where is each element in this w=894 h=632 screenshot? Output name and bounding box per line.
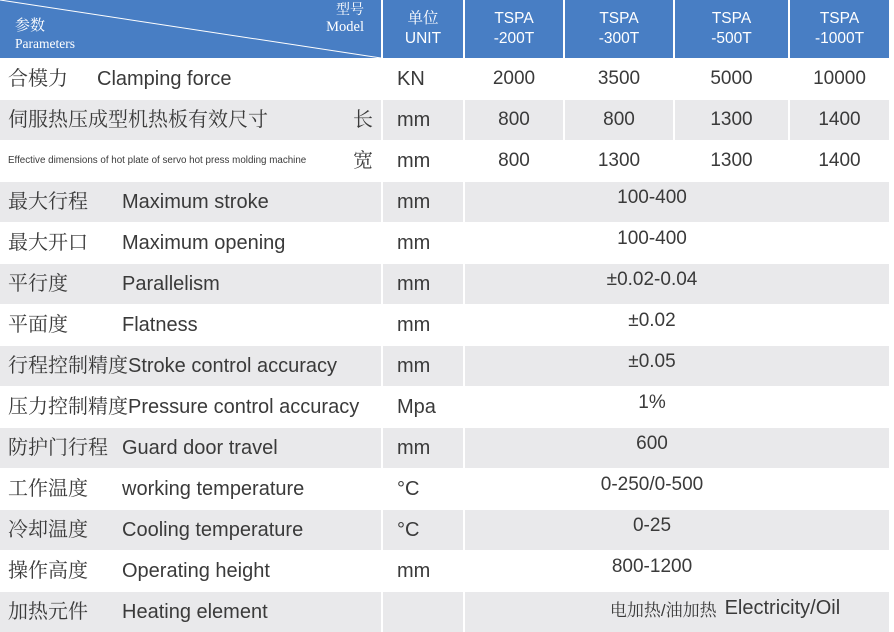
unit-cell: mm xyxy=(383,181,465,222)
spec-row-maximum-stroke xyxy=(0,181,889,222)
value-200t: 2000 xyxy=(465,58,565,99)
value-1000t: 10000 xyxy=(790,58,889,99)
model-tonnage: -500T xyxy=(711,30,752,47)
model-label-en: Model xyxy=(326,19,364,35)
parameters-label-en: Parameters xyxy=(15,36,75,51)
unit-cell: mm xyxy=(383,140,465,181)
spec-row-flatness xyxy=(0,304,889,345)
parameter-name-en: Clamping force xyxy=(97,68,232,90)
parameter-name-en: Effective dimensions of hot plate of servo hot press molding machine xyxy=(8,155,307,167)
parameters-label-cn: 参数 xyxy=(15,18,46,34)
spec-row-operating-height xyxy=(0,550,889,591)
unit-cell xyxy=(383,591,465,632)
spec-row-guard-door-travel xyxy=(0,427,889,468)
parameter-name-en: Operating height xyxy=(122,560,270,582)
unit-cell: mm xyxy=(383,222,465,263)
parameter-name-en: Stroke control accuracy xyxy=(128,355,337,377)
shared-value: ±0.02 xyxy=(465,304,889,345)
model-series: TSPA xyxy=(819,10,860,27)
value-200t: 800 xyxy=(465,140,565,181)
parameter-name-en: Parallelism xyxy=(122,273,220,295)
parameter-name-en: Heating element xyxy=(122,601,268,623)
parameter-cell xyxy=(0,58,383,99)
parameter-name-cn: 平面度 xyxy=(8,314,68,336)
model-tonnage: -200T xyxy=(493,30,535,47)
shared-value: ±0.02-0.04 xyxy=(465,263,889,304)
parameter-name-en: working temperature xyxy=(122,478,305,500)
unit-header-en: UNIT xyxy=(404,30,442,47)
value-500t: 5000 xyxy=(675,58,790,99)
spec-row-parallelism xyxy=(0,263,889,304)
parameter-name-en: Maximum stroke xyxy=(122,191,269,213)
shared-value: 100-400 xyxy=(465,222,889,263)
header-row xyxy=(0,0,889,58)
spec-row-heating-element xyxy=(0,591,889,632)
parameter-name-en: Flatness xyxy=(122,314,198,336)
value-500t: 1300 xyxy=(675,99,790,140)
shared-value xyxy=(465,591,889,632)
model-tonnage: -300T xyxy=(598,30,640,47)
model-header-1000t xyxy=(790,0,889,58)
unit-cell: °C xyxy=(383,509,465,550)
shared-value: 1% xyxy=(465,386,889,427)
unit-cell: KN xyxy=(383,58,465,99)
spec-row-clamping-force xyxy=(0,58,889,99)
shared-value: 0-250/0-500 xyxy=(465,468,889,509)
parameter-cell xyxy=(0,222,383,263)
parameter-cell xyxy=(0,427,383,468)
parameter-name-cn: 平行度 xyxy=(8,273,68,295)
spec-row-stroke-control-accuracy xyxy=(0,345,889,386)
shared-value: 600 xyxy=(465,427,889,468)
parameter-cell xyxy=(0,386,383,427)
model-label-cn: 型号 xyxy=(336,3,364,18)
spec-row-working-temperature xyxy=(0,468,889,509)
unit-cell: mm xyxy=(383,550,465,591)
model-tonnage: -1000T xyxy=(814,30,865,47)
dimension-side-label: 长 xyxy=(353,109,373,131)
parameter-name-en: Cooling temperature xyxy=(122,519,304,541)
value-300t: 1300 xyxy=(565,140,675,181)
model-header-300t xyxy=(565,0,675,58)
unit-header xyxy=(383,0,465,58)
spec-row-hot-plate-width xyxy=(0,140,889,181)
unit-cell: mm xyxy=(383,427,465,468)
parameter-name-cn: 合模力 xyxy=(8,68,68,90)
spec-row-pressure-control-accuracy xyxy=(0,386,889,427)
unit-cell: °C xyxy=(383,468,465,509)
value-1000t: 1400 xyxy=(790,99,889,140)
spec-row-maximum-opening xyxy=(0,222,889,263)
parameters-model-header xyxy=(0,0,383,58)
unit-cell: mm xyxy=(383,263,465,304)
model-series: TSPA xyxy=(599,10,639,27)
parameter-name-cn: 操作高度 xyxy=(8,560,88,582)
unit-cell: mm xyxy=(383,304,465,345)
parameter-name-cn: 压力控制精度 xyxy=(8,396,128,418)
parameter-cell xyxy=(0,468,383,509)
parameter-name-cn: 冷却温度 xyxy=(8,519,88,541)
unit-header-cn: 单位 xyxy=(407,10,439,27)
parameter-cell xyxy=(0,304,383,345)
heating-value-cn: 电加热/油加热 xyxy=(609,600,717,620)
parameter-name-cn: 最大行程 xyxy=(8,191,88,213)
parameter-cell xyxy=(0,591,383,632)
model-series: TSPA xyxy=(711,10,752,27)
heating-value-en: Electricity/Oil xyxy=(724,596,841,619)
spec-row-cooling-temperature xyxy=(0,509,889,550)
parameter-cell xyxy=(0,263,383,304)
unit-cell: mm xyxy=(383,345,465,386)
shared-value: 0-25 xyxy=(465,509,889,550)
model-series: TSPA xyxy=(494,10,534,27)
parameter-name-cn: 工作温度 xyxy=(8,478,88,500)
parameter-name-en: Maximum opening xyxy=(122,232,286,254)
model-header-200t xyxy=(465,0,565,58)
parameter-cell xyxy=(0,140,383,181)
shared-value: 100-400 xyxy=(465,181,889,222)
value-200t: 800 xyxy=(465,99,565,140)
unit-cell: Mpa xyxy=(383,386,465,427)
parameter-name-cn: 最大开口 xyxy=(8,232,88,254)
parameter-name-en: Pressure control accuracy xyxy=(128,396,360,418)
value-300t: 3500 xyxy=(565,58,675,99)
model-header-500t xyxy=(675,0,790,58)
parameter-name-en: Guard door travel xyxy=(122,437,278,459)
shared-value: 800-1200 xyxy=(465,550,889,591)
unit-cell: mm xyxy=(383,99,465,140)
parameter-cell xyxy=(0,99,383,140)
parameter-cell xyxy=(0,345,383,386)
parameter-cell xyxy=(0,550,383,591)
parameter-cell xyxy=(0,509,383,550)
shared-value: ±0.05 xyxy=(465,345,889,386)
value-1000t: 1400 xyxy=(790,140,889,181)
parameter-name-cn: 防护门行程 xyxy=(8,437,108,459)
parameter-name-cn: 行程控制精度 xyxy=(8,355,128,377)
dimension-side-label: 宽 xyxy=(353,150,373,172)
parameter-cell xyxy=(0,181,383,222)
parameter-name-cn: 伺服热压成型机热板有效尺寸 xyxy=(8,109,268,131)
value-300t: 800 xyxy=(565,99,675,140)
spec-row-hot-plate-length xyxy=(0,99,889,140)
value-500t: 1300 xyxy=(675,140,790,181)
parameter-name-cn: 加热元件 xyxy=(8,601,88,623)
